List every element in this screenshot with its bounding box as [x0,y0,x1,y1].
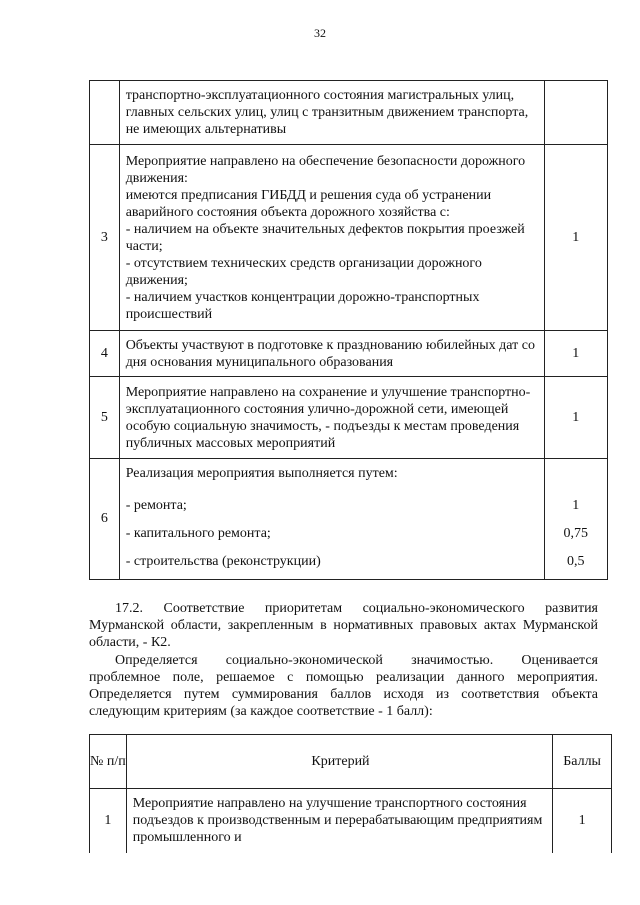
row-points: 1 [544,331,607,377]
criterion-line: - отсутствием технических средств организации дорожного движения; [125,255,482,288]
criteria-table [89,734,612,853]
points-value: 1 [572,498,580,513]
table-row [90,377,608,459]
criterion-line: - строительства (реконструкции) [125,554,321,569]
row-points [544,81,607,145]
table-row [90,81,608,145]
table-row [90,145,608,331]
row-number [90,81,120,145]
header-number: № п/п [90,735,127,789]
criteria-table-continued [89,80,608,580]
table-row [90,789,612,853]
row-number: 4 [90,331,120,377]
row-points: 1 [544,145,607,331]
criterion-text: транспортно-эксплуатационного состояния магистральных улиц, главных сельских улиц, улиц с транзитным движением транспорта, не имеющих альтернативы [119,81,544,145]
paragraph: Определяется социально-экономической значимостью. Оценивается проблемное поле, решаемое с помощью реализации данного мероприятия. Определяется путем суммирования баллов исходя из соответствия объекта следующим критериям (за каждое соответствие - 1 балл): [89,653,598,719]
row-number: 3 [90,145,120,331]
table-row [90,331,608,377]
criterion-text [119,145,544,331]
page-number: 32 [314,26,326,40]
criterion-line: - наличием участков концентрации дорожно-транспортных происшествий [125,289,480,322]
row-points [544,459,607,580]
row-points: 1 [553,789,612,853]
criterion-line: Мероприятие направлено на обеспечение безопасности дорожного движения: [125,153,526,186]
points-value: 0,5 [567,554,585,569]
criterion-line: - ремонта; [125,498,187,513]
header-points: Баллы [553,735,612,789]
row-number: 1 [90,789,127,853]
points-value: 0,75 [563,526,588,541]
table-row [90,459,608,580]
table-header-row [90,735,612,789]
row-points: 1 [544,377,607,459]
criterion-line: - капитального ремонта; [125,526,271,541]
criterion-text: Мероприятие направлено на улучшение транспортного состояния подъездов к производственным и перерабатывающим предприятиям промышленного и [126,789,552,853]
criterion-line: Реализация мероприятия выполняется путем: [125,466,398,481]
criterion-text: Объекты участвуют в подготовке к празднованию юбилейных дат со дня основания муниципального образования [119,331,544,377]
criterion-line: - наличием на объекте значительных дефектов покрытия проезжей части; [125,221,525,254]
criterion-text: Мероприятие направлено на сохранение и улучшение транспортно-эксплуатационного состояния улично-дорожной сети, имеющей особую социальную значимость, - подъезды к местам проведения публичных массовых мероприятий [119,377,544,459]
row-number: 5 [90,377,120,459]
header-criterion: Критерий [126,735,552,789]
row-number: 6 [90,459,120,580]
criterion-text [119,459,544,580]
criterion-line: имеются предписания ГИБДД и решения суда об устранении аварийного состояния объекта дорожного хозяйства с: [125,187,492,220]
paragraph: 17.2. Соответствие приоритетам социально-экономического развития Мурманской области, закрепленным в нормативных правовых актах Мурманской области, - К2. [89,601,598,650]
